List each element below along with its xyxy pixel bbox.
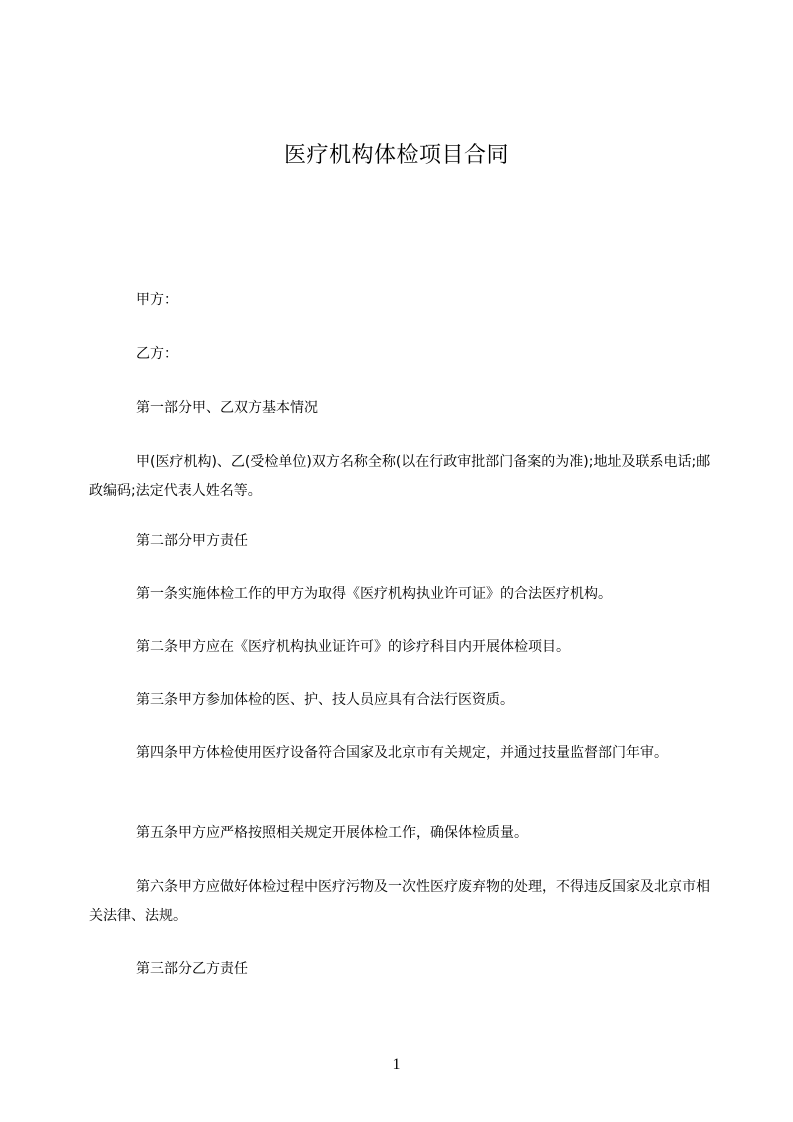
section-heading-part-one: 第一部分甲、乙双方基本情况 bbox=[136, 400, 318, 416]
article-six: 第六条甲方应做好体检过程中医疗污物及一次性医疗废弃物的处理，不得违反国家及北京市相关法律、法规。 bbox=[89, 879, 710, 924]
section-heading-part-two: 第二部分甲方责任 bbox=[136, 533, 248, 549]
party-a-line: 甲方： bbox=[136, 292, 178, 308]
article-two: 第二条甲方应在《医疗机构执业证许可》的诊疗科目内开展体检项目。 bbox=[136, 639, 570, 655]
article-one: 第一条实施体检工作的甲方为取得《医疗机构执业许可证》的合法医疗机构。 bbox=[136, 586, 612, 602]
basic-info-paragraph: 甲(医疗机构)、乙(受检单位)双方名称全称(以在行政审批部门备案的为准);地址及联系电话;邮政编码;法定代表人姓名等。 bbox=[89, 454, 711, 499]
document-title: 医疗机构体检项目合同 bbox=[283, 143, 509, 168]
section-heading-part-three: 第三部分乙方责任 bbox=[136, 961, 248, 977]
page-number: 1 bbox=[392, 1056, 401, 1073]
party-b-line: 乙方： bbox=[136, 346, 178, 362]
article-four: 第四条甲方体检使用医疗设备符合国家及北京市有关规定，并通过技量监督部门年审。 bbox=[136, 745, 668, 761]
article-three: 第三条甲方参加体检的医、护、技人员应具有合法行医资质。 bbox=[136, 692, 514, 708]
article-five: 第五条甲方应严格按照相关规定开展体检工作，确保体检质量。 bbox=[136, 825, 528, 841]
